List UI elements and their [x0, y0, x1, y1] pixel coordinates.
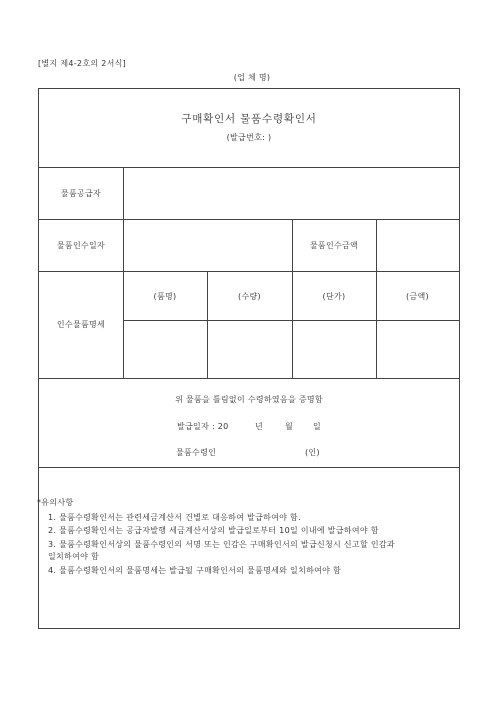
form-reference: [별지 제4-2호의 2서식] [38, 59, 127, 68]
amount-field[interactable] [377, 321, 459, 378]
receipt-date-field[interactable] [124, 220, 292, 271]
column-header-quantity: (수량) [238, 292, 261, 301]
column-header-amount: (금액) [406, 292, 429, 301]
item-details-label: 인수물품명세 [56, 320, 106, 329]
divider-details [39, 378, 459, 379]
column-header-unit-price: (단가) [322, 292, 346, 301]
form-title: 구매확인서 물품수령확인서 [181, 113, 317, 125]
quantity-field[interactable] [208, 321, 292, 378]
certification-statement: 위 물품을 틀림없이 수령하였음을 증명함 [175, 395, 323, 404]
company-name-placeholder: (업 체 명) [233, 73, 271, 82]
issue-date-month: 월 [285, 422, 294, 431]
receipt-confirmation-form [38, 88, 460, 629]
unit-price-field[interactable] [293, 321, 376, 378]
item-name-field[interactable] [124, 321, 207, 378]
note-item-3-continued: 일치하여야 함 [48, 552, 100, 561]
divider-certification [39, 467, 459, 468]
notes-heading: *유의사항 [37, 498, 74, 507]
receiver-label: 물품수령인 [176, 448, 217, 457]
divider-receipt-date [39, 271, 459, 272]
note-item-1: 1. 물품수령확인서는 관련세금계산서 건별로 대응하여 발급하여야 함. [48, 513, 301, 522]
issue-date-year: 년 [255, 422, 264, 431]
issue-date-day: 일 [313, 422, 322, 431]
supplier-label: 물품공급자 [60, 189, 102, 198]
column-header-item-name: (품명) [153, 292, 177, 301]
note-item-2: 2. 물품수령확인서는 공급자발행 세금계산서상의 발급일로부터 10일 이내에 발급하여야 함 [48, 526, 379, 535]
receipt-date-label: 물품인수일자 [56, 241, 106, 250]
supplier-field[interactable] [124, 168, 459, 219]
seal-mark: (인) [305, 448, 320, 457]
note-item-4: 4. 물품수령확인서의 물품명세는 발급될 구매확인서의 물품명세와 일치하여야 함 [48, 566, 342, 575]
receipt-amount-label: 물품인수금액 [309, 241, 359, 250]
issue-number: (발급번호: ) [226, 133, 272, 142]
issue-date-prefix: 발급일자 : 20 [177, 422, 229, 431]
receipt-amount-field[interactable] [377, 220, 459, 271]
note-item-3: 3. 물품수령확인서상의 물품수령인의 서명 또는 인감은 구매확인서의 발급신청시 신고할 인감과 [48, 540, 395, 549]
